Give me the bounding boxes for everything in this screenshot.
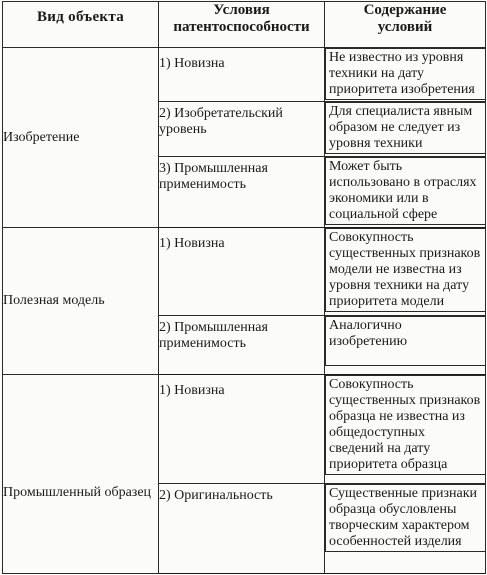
table-header-row <box>3 2 486 48</box>
header-conditions <box>159 2 325 48</box>
content-text: Существенные признаки образца обусловлены творческим характером особенностей изделия <box>325 484 485 552</box>
object-label: Промышленный образец <box>3 485 152 500</box>
condition-cell <box>159 156 325 228</box>
table-row <box>3 48 486 102</box>
content-text: Совокупность существенных признаков образца не известна из общедоступных сведений на дату приоритета образца <box>325 375 485 475</box>
object-cell-industrial-design <box>3 375 159 574</box>
header-content-line-2: условий <box>377 19 433 35</box>
table-row <box>3 375 486 484</box>
content-text: Не известно из уровня техники на дату приоритета изобретения <box>325 48 485 100</box>
condition-cell <box>159 315 325 374</box>
condition-cell <box>159 375 325 484</box>
object-cell-utility-model <box>3 228 159 375</box>
content-text: Может быть использовано в отраслях экономики или в социальной сфере <box>325 157 485 225</box>
table-row <box>3 228 486 315</box>
condition-cell <box>159 228 325 315</box>
header-conditions-line-2: патентоспособности <box>173 19 310 35</box>
content-cell <box>325 228 486 315</box>
content-cell <box>325 156 486 228</box>
content-cell <box>325 483 486 573</box>
header-object-type <box>3 2 159 48</box>
header-conditions-line-1: Условия <box>213 2 270 18</box>
condition-label: 1) Новизна <box>159 56 225 71</box>
content-text: Совокупность существенных признаков модели не известна из уровня техники на дату приоритета модели <box>325 228 485 312</box>
header-content-line-1: Содержание <box>363 2 447 18</box>
condition-label: 2) Изобретательский уровень <box>159 106 283 138</box>
condition-label: 2) Промышленная применимость <box>159 319 268 351</box>
condition-cell <box>159 48 325 102</box>
condition-cell <box>159 102 325 156</box>
object-label: Полезная модель <box>3 293 105 309</box>
condition-label: 3) Промышленная применимость <box>159 160 268 192</box>
condition-cell <box>159 483 325 573</box>
content-text: Для специалиста явным образом не следует из уровня техники <box>325 102 485 154</box>
header-content <box>325 2 486 48</box>
header-object-type-label: Вид объекта <box>36 9 124 25</box>
patentability-table <box>2 1 486 574</box>
condition-label: 1) Новизна <box>159 236 225 252</box>
condition-label: 1) Новизна <box>159 383 225 399</box>
condition-label: 2) Оригинальность <box>159 487 273 503</box>
content-text: Аналогично изобретению <box>325 316 485 366</box>
content-cell <box>325 315 486 374</box>
object-cell-invention <box>3 48 159 228</box>
content-cell <box>325 48 486 102</box>
object-label: Изобретение <box>3 129 80 145</box>
content-cell <box>325 102 486 156</box>
content-cell <box>325 375 486 484</box>
